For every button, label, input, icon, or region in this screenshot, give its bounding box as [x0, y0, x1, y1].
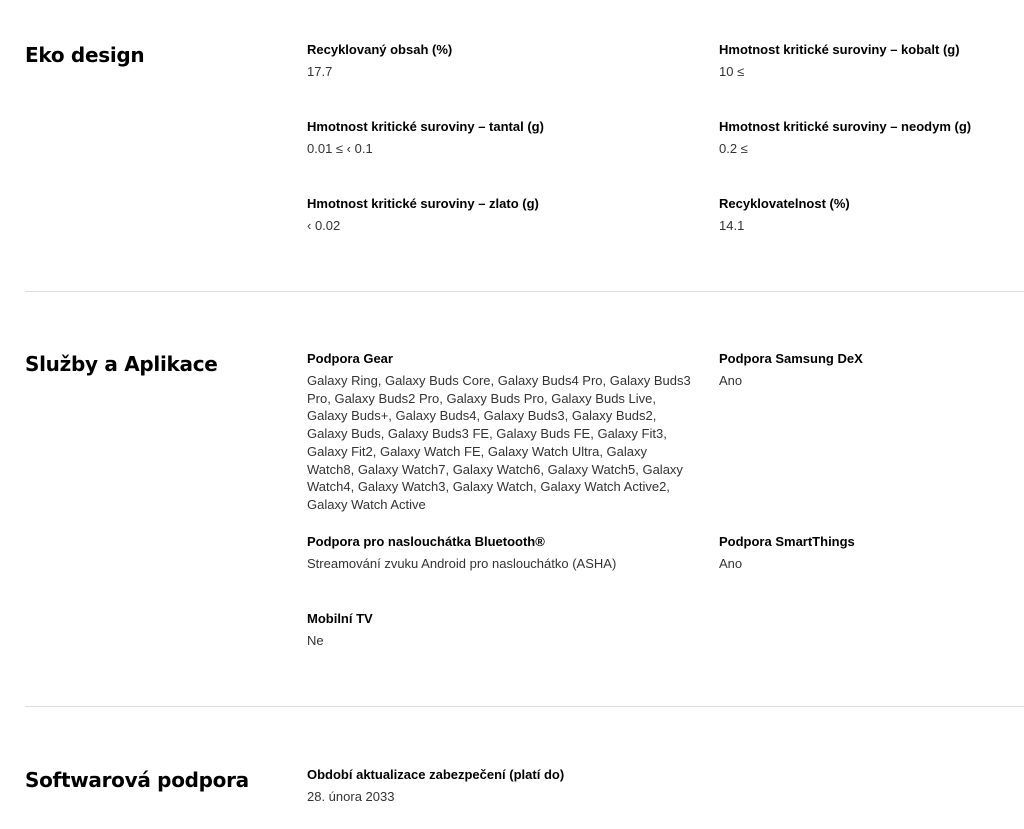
spec-gear-support	[307, 350, 692, 514]
section-title-services-apps: Služby a Aplikace	[25, 352, 218, 376]
spec-neodymium	[719, 118, 1024, 158]
spec-value: Ano	[719, 373, 743, 388]
spec-gold	[307, 195, 692, 235]
spec-samsung-dex	[719, 350, 1024, 390]
spec-value: 0.01 ≤ ‹ 0.1	[307, 141, 373, 156]
spec-recycled-content	[307, 41, 692, 81]
section-title-eko-design: Eko design	[25, 43, 145, 67]
spec-label: Recyklovaný obsah (%)	[307, 42, 453, 57]
spec-mobile-tv	[307, 610, 692, 650]
spec-value: 14.1	[719, 218, 745, 233]
spec-label: Podpora Samsung DeX	[719, 351, 863, 366]
spec-bluetooth-hearing-aid	[307, 533, 692, 573]
spec-value: Galaxy Ring, Galaxy Buds Core, Galaxy Buds4 Pro, Galaxy Buds3 Pro, Galaxy Buds2 Pro, Galaxy Buds Pro, Galaxy Buds Live, Galaxy Buds+, Galaxy Buds4, Galaxy Buds3, Galaxy Buds2, Galaxy Buds, Galaxy Buds3 FE, Galaxy Buds FE, Galaxy Fit3, Galaxy Fit2, Galaxy Watch FE, Galaxy Watch Ultra, Galaxy Watch8, Galaxy Watch7, Galaxy Watch6, Galaxy Watch5, Galaxy Watch4, Galaxy Watch3, Galaxy Watch, Galaxy Watch Active2, Galaxy Watch Active	[307, 373, 691, 512]
section-title-software-support: Softwarová podpora	[25, 768, 249, 792]
spec-cobalt	[719, 41, 1024, 81]
spec-value: Ne	[307, 633, 324, 648]
spec-security-updates	[307, 766, 692, 806]
spec-label: Hmotnost kritické suroviny – tantal (g)	[307, 119, 544, 134]
spec-tantalum	[307, 118, 692, 158]
spec-value: 17.7	[307, 64, 333, 79]
spec-value: 0.2 ≤	[719, 141, 748, 156]
spec-label: Hmotnost kritické suroviny – zlato (g)	[307, 196, 539, 211]
section-divider	[25, 706, 1024, 707]
spec-label: Podpora Gear	[307, 351, 393, 366]
spec-value: 10 ≤	[719, 64, 745, 79]
spec-smartthings	[719, 533, 1024, 573]
spec-label: Hmotnost kritické suroviny – neodym (g)	[719, 119, 972, 134]
spec-label: Podpora pro naslouchátka Bluetooth®	[307, 534, 545, 549]
spec-value: Ano	[719, 556, 743, 571]
spec-label: Podpora SmartThings	[719, 534, 855, 549]
spec-label: Hmotnost kritické suroviny – kobalt (g)	[719, 42, 960, 57]
spec-label: Období aktualizace zabezpečení (platí do)	[307, 767, 565, 782]
spec-label: Recyklovatelnost (%)	[719, 196, 850, 211]
spec-label: Mobilní TV	[307, 611, 373, 626]
section-divider	[25, 291, 1024, 292]
spec-value: 28. února 2033	[307, 789, 395, 804]
spec-value: Streamování zvuku Android pro naslouchátko (ASHA)	[307, 556, 617, 571]
spec-value: ‹ 0.02	[307, 218, 341, 233]
spec-recyclability	[719, 195, 1024, 235]
